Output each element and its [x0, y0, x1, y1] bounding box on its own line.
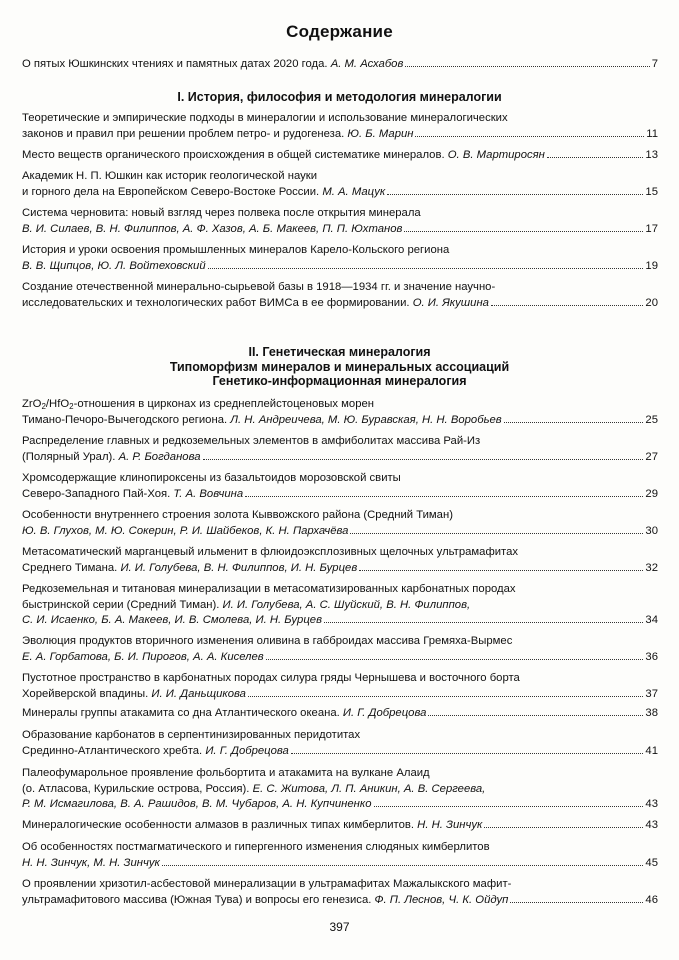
entry-authors: И. И. Даньщикова	[151, 687, 246, 700]
entry-authors: И. Г. Добрецова	[342, 707, 427, 719]
entry-authors: Н. Н. Зинчук	[417, 819, 483, 831]
toc-entry	[22, 111, 658, 142]
entry-title-tail: Минералы группы атакамита со дна Атлантического океана. И. Г. Добрецова	[22, 707, 427, 719]
dot-leader	[428, 715, 643, 716]
dot-leader	[504, 422, 644, 423]
entry-authors: Е. С. Житова, Л. П. Аникин, А. В. Сергеева,	[252, 782, 486, 795]
entry-page-number: 19	[645, 259, 658, 272]
entry-title-line: Хромсодержащие клинопироксены из базальтоидов морозовской свиты	[22, 472, 401, 484]
subscript: 2	[41, 402, 46, 411]
dot-leader	[491, 305, 643, 306]
entry-title-line: История и уроки освоения промышленных минералов Карело-Кольского региона	[22, 244, 450, 256]
entry-title-line: Палеофумарольное проявление фольбортита и атакамита на вулкане Алаид	[22, 767, 430, 779]
entry-page-number: 41	[645, 744, 658, 757]
entry-page-number: 27	[645, 450, 658, 463]
entry-authors: О. В. Мартиросян	[447, 149, 545, 161]
toc-entry	[22, 280, 658, 311]
entry-last-line	[22, 127, 658, 143]
entry-title-line: Система черновита: новый взгляд через полвека после открытия минерала	[22, 207, 421, 219]
entry-authors: Н. Н. Зинчук, М. Н. Зинчук	[22, 856, 160, 869]
entry-title-tail: исследовательских и технологических работ ВИМСа в ее формировании. О. И. Якушина	[22, 296, 489, 309]
entry-title-line: (о. Атласова, Курильские острова, Россия). Е. С. Житова, Л. П. Аникин, А. В. Сергеева,	[22, 782, 486, 795]
toc-entry	[22, 671, 658, 702]
entry-title-tail: Минералогические особенности алмазов в различных типах кимберлитов. Н. Н. Зинчук	[22, 819, 483, 831]
dot-leader	[547, 157, 644, 158]
entry-page-number: 20	[645, 296, 658, 309]
entry-authors: И. И. Голубева, А. С. Шуйский, В. Н. Филиппов,	[222, 598, 471, 611]
dot-leader	[245, 496, 643, 497]
entry-title-tail: Среднего Тимана. И. И. Голубева, В. Н. Филиппов, И. Н. Бурцев	[22, 561, 358, 574]
toc-entry	[22, 434, 658, 465]
entry-authors: В. И. Силаев, В. Н. Филиппов, А. Ф. Хазов, А. Б. Макеев, П. П. Юхтанов	[22, 222, 403, 235]
entry-title-line: Теоретические и эмпирические подходы в минералогии и использование минералогических	[22, 112, 508, 124]
entry-authors: И. И. Голубева, В. Н. Филиппов, И. Н. Бурцев	[120, 561, 358, 574]
entry-last-line	[22, 222, 658, 238]
dot-leader	[162, 865, 644, 866]
entry-last-line	[22, 797, 658, 813]
entry-page-number: 43	[645, 798, 658, 810]
subscript: 2	[69, 402, 74, 411]
entry-page-number: 37	[645, 687, 658, 700]
toc-entry	[22, 471, 658, 502]
entry-last-line	[22, 613, 658, 629]
dot-leader	[484, 827, 643, 828]
entry-page-number: 29	[645, 487, 658, 500]
entry-last-line	[22, 744, 658, 760]
entry-authors: А. М. Асхабов	[330, 58, 404, 70]
entry-last-line	[22, 561, 658, 577]
section-heading: I. История, философия и методология минералогии	[177, 90, 502, 104]
entry-title-tail	[22, 222, 402, 238]
dot-leader	[374, 806, 644, 807]
toc-entry	[22, 397, 658, 428]
toc-entry	[22, 206, 658, 237]
entry-title-line: Создание отечественной минерально-сырьевой базы в 1918—1934 гг. и значение научно-	[22, 281, 496, 293]
dot-leader	[203, 459, 644, 460]
entry-page-number: 25	[645, 413, 658, 426]
entry-title-line: Редкоземельная и титановая минерализации в метасоматизированных карбонатных породах	[22, 583, 516, 595]
entry-title-line: Эволюция продуктов вторичного изменения оливина в габброидах массива Гремяха-Вырмес	[22, 635, 513, 647]
entry-page-number: 43	[645, 819, 658, 831]
entry-authors: Ю. В. Глухов, М. Ю. Сокерин, Р. И. Шайбеков, К. Н. Пархачёва	[22, 524, 349, 537]
dot-leader	[404, 231, 643, 232]
entry-authors: Е. А. Горбатова, Б. И. Пирогов, А. А. Киселев	[22, 650, 264, 663]
entry-page-number: 38	[645, 707, 658, 719]
toc-entry	[22, 169, 658, 200]
entry-title-line: Об особенностях постмагматического и гипергенного изменения слюдяных кимберлитов	[22, 841, 490, 853]
entry-title-line: Особенности внутреннего строения золота Кыввожского района (Средний Тиман)	[22, 509, 453, 521]
entry-title-tail: (Полярный Урал). А. Р. Богданова	[22, 450, 201, 463]
toc-entry	[22, 508, 658, 539]
entry-authors: Л. Н. Андреичева, М. Ю. Буравская, Н. Н. Воробьев	[230, 413, 502, 426]
entry-title-tail	[22, 524, 348, 540]
toc-entry	[22, 818, 658, 834]
entry-title-tail: Тимано-Печоро-Вычегодского региона. Л. Н. Андреичева, М. Ю. Буравская, Н. Н. Воробьев	[22, 413, 502, 426]
entry-page-number: 13	[645, 149, 658, 161]
entry-last-line	[22, 57, 658, 73]
entry-last-line	[22, 185, 658, 201]
entry-authors: Р. М. Исмагилова, В. А. Рашидов, В. М. Чубаров, А. Н. Купчиненко	[22, 798, 372, 810]
dot-leader	[208, 268, 644, 269]
dot-leader	[248, 696, 643, 697]
entry-last-line	[22, 524, 658, 540]
entry-title-tail: законов и правил при решении проблем петро- и рудогенеза. Ю. Б. Марин	[22, 127, 414, 140]
entry-authors: Ф. П. Леснов, Ч. К. Ойдуп	[374, 893, 509, 906]
entry-last-line	[22, 856, 658, 872]
toc-entry	[22, 728, 658, 759]
entry-authors: Ю. Б. Марин	[347, 127, 414, 140]
entry-title-line: Академик Н. П. Юшкин как историк геологической науки	[22, 170, 318, 182]
entry-page-number: 46	[645, 893, 658, 906]
entry-last-line	[22, 296, 658, 312]
entry-title-tail: Срединно-Атлантического хребта. И. Г. Добрецова	[22, 744, 289, 757]
entry-authors: С. И. Исаенко, Б. А. Макеев, И. В. Смолева, И. Н. Бурцев	[22, 614, 322, 626]
entry-last-line	[22, 413, 658, 429]
entry-authors: Т. А. Вовчина	[173, 487, 244, 500]
entry-last-line	[22, 148, 658, 164]
toc-entry	[22, 148, 658, 164]
page-title: Содержание	[286, 22, 393, 41]
entry-title-tail: ультрамафитового массива (Южная Тува) и вопросы его генезиса. Ф. П. Леснов, Ч. К. Ойдуп	[22, 893, 509, 906]
entry-authors: О. И. Якушина	[412, 296, 489, 309]
entry-page-number: 7	[651, 58, 658, 70]
entry-last-line	[22, 818, 658, 834]
entry-last-line	[22, 259, 658, 275]
toc-entry	[22, 877, 658, 908]
section-heading: II. Генетическая минералогия	[248, 345, 431, 359]
entry-title-tail	[22, 259, 206, 275]
entry-page-number: 17	[645, 222, 658, 235]
dot-leader	[324, 622, 643, 623]
page-number: 397	[329, 920, 350, 934]
entry-last-line	[22, 650, 658, 666]
entry-page-number: 30	[645, 524, 658, 537]
toc-entry	[22, 840, 658, 871]
dot-leader	[405, 66, 649, 67]
toc-entry	[22, 706, 658, 722]
entry-title-line: Метасоматический марганцевый ильменит в флюидоэксплозивных щелочных ультрамафитах	[22, 546, 519, 558]
dot-leader	[291, 753, 644, 754]
toc-entry	[22, 634, 658, 665]
section-heading: Генетико-информационная минералогия	[212, 374, 467, 388]
entry-last-line	[22, 893, 658, 909]
entry-page-number: 36	[645, 650, 658, 663]
entry-title-tail: Северо-Западного Пай-Хоя. Т. А. Вовчина	[22, 487, 244, 500]
entry-title-tail: и горного дела на Европейском Северо-Востоке России. М. А. Мацук	[22, 185, 386, 198]
dot-leader	[510, 902, 643, 903]
dot-leader	[350, 533, 643, 534]
entry-authors: В. В. Щипцов, Ю. Л. Войтеховский	[22, 259, 206, 272]
entry-page-number: 32	[645, 561, 658, 574]
toc-entry	[22, 582, 658, 629]
entry-title-line: Образование карбонатов в серпентинизированных перидотитах	[22, 729, 361, 741]
dot-leader	[387, 194, 643, 195]
entry-page-number: 34	[645, 614, 658, 626]
entry-authors: А. Р. Богданова	[118, 450, 201, 463]
dot-leader	[266, 659, 644, 660]
entry-title-line: быстринской серии (Средний Тиман). И. И. Голубева, А. С. Шуйский, В. Н. Филиппов,	[22, 598, 471, 611]
entry-title-tail: О пятых Юшкинских чтениях и памятных датах 2020 года. А. М. Асхабов	[22, 58, 404, 70]
dot-leader	[359, 570, 643, 571]
entry-page-number: 11	[646, 127, 658, 140]
entry-title-tail	[22, 797, 372, 813]
entry-page-number: 45	[645, 856, 658, 869]
entry-title-tail: Место веществ органического происхождения в общей систематике минералов. О. В. Мартиросян	[22, 149, 545, 161]
entry-authors: М. А. Мацук	[322, 185, 386, 198]
section-heading: Типоморфизм минералов и минеральных ассоциаций	[169, 359, 510, 374]
entry-title-line: О проявлении хризотил-асбестовой минерализации в ультрамафитах Мажалыкского мафит-	[22, 878, 512, 890]
entry-title-tail	[22, 856, 160, 872]
toc-entry	[22, 243, 658, 274]
entry-last-line	[22, 450, 658, 466]
dot-leader	[415, 136, 644, 137]
entry-title-line: Пустотное пространство в карбонатных породах силура гряды Чернышева и восточного борта	[22, 672, 520, 684]
entry-title-line: ZrO$_2$/HfO$_2$-отношения в цирконах из среднеплейстоценовых морен	[22, 398, 374, 411]
entry-last-line	[22, 687, 658, 703]
toc-entry	[22, 766, 658, 813]
entry-title-tail: Хорейверской впадины. И. И. Даньщикова	[22, 687, 246, 700]
entry-last-line	[22, 706, 658, 722]
entry-title-line: Распределение главных и редкоземельных элементов в амфиболитах массива Рай-Из	[22, 435, 481, 447]
toc-entry	[22, 545, 658, 576]
entry-page-number: 15	[645, 185, 658, 198]
entry-last-line	[22, 487, 658, 503]
entry-title-tail	[22, 650, 264, 666]
entry-title-tail	[22, 613, 322, 629]
toc-entry	[22, 57, 658, 73]
entry-authors: И. Г. Добрецова	[205, 744, 289, 757]
